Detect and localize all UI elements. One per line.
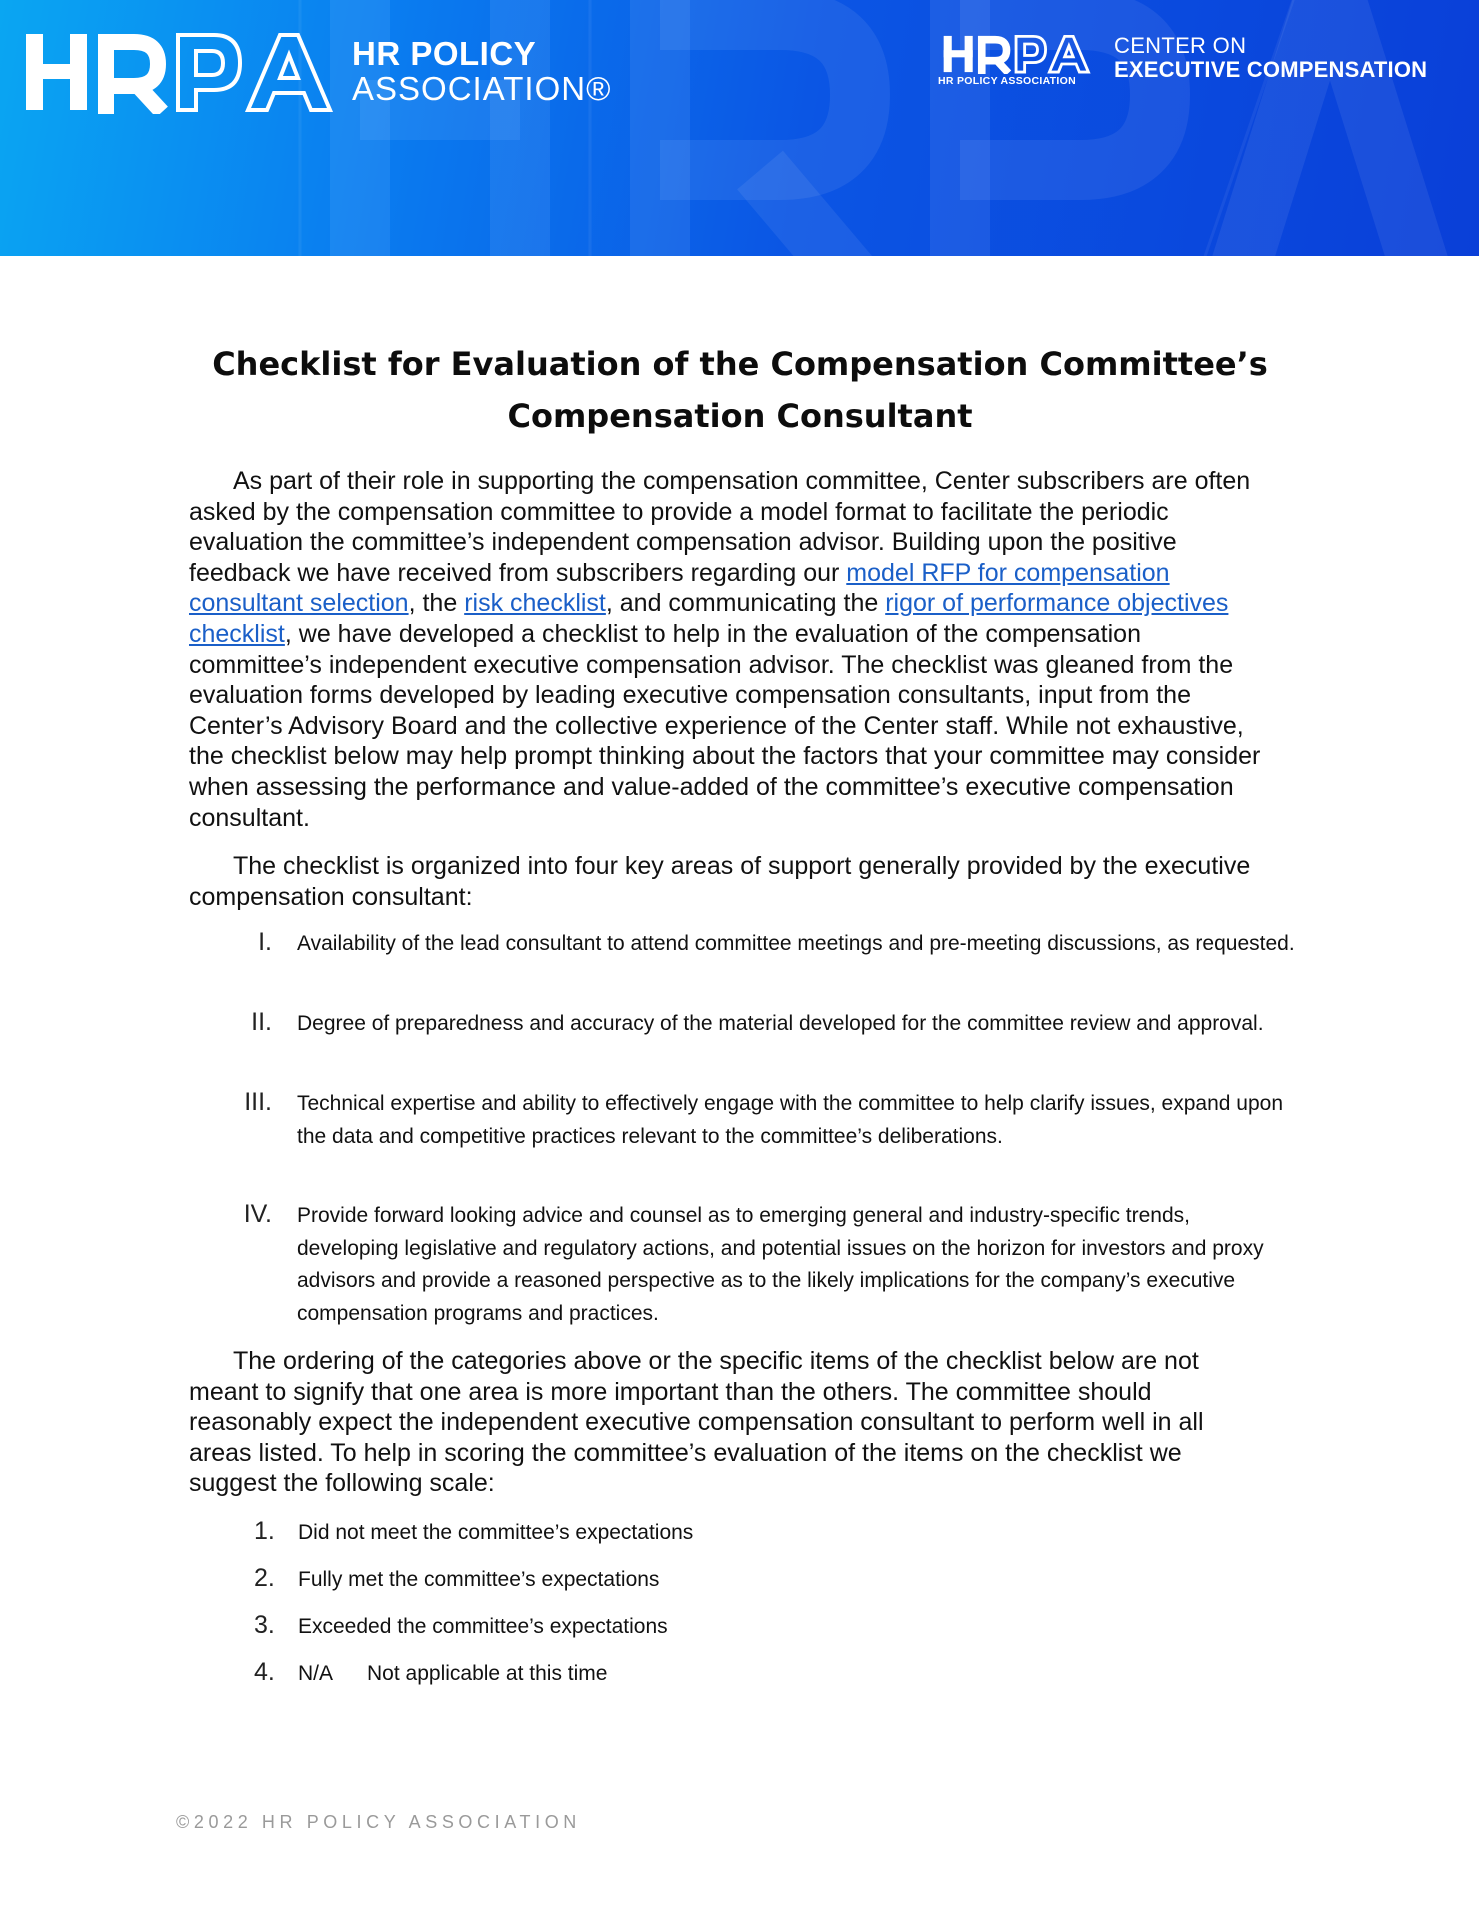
intro-text-4: , we have developed a checklist to help in the evaluation of the compensation committee’s independent executive compensation advisor. The checklist was gleaned from the evaluation forms developed by leading executive compensation consultants, input from the Center’s Advisory Board and the collective experience of the Center staff. While not exhaustive, the checklist below may help prompt thinking about the factors that your committee may consider when assessing the performance and value-added of the committee’s executive compensation consultant. xyxy=(189,619,1261,832)
header-banner xyxy=(0,0,1479,256)
list-item-number: IV. xyxy=(243,1200,272,1228)
scale-text: Did not meet the committee’s expectations xyxy=(298,1521,694,1544)
list-item-number: III. xyxy=(244,1088,272,1116)
risk-checklist-link[interactable]: risk checklist xyxy=(464,589,606,618)
scale-number: 2. xyxy=(254,1564,275,1592)
scale-number: 3. xyxy=(254,1611,275,1639)
center-name-line2: EXECUTIVE COMPENSATION xyxy=(1114,57,1428,83)
hrpa-brand xyxy=(26,30,611,114)
title-line2: Compensation Consultant xyxy=(507,397,973,435)
scale-number: 1. xyxy=(254,1517,275,1545)
center-brand xyxy=(938,34,1427,87)
copyright-footer: ©2022 HR POLICY ASSOCIATION xyxy=(176,1812,581,1832)
document-title xyxy=(120,338,1360,442)
list-item-number: I. xyxy=(258,928,272,956)
scale-number: 4. xyxy=(254,1658,275,1686)
scale-description: Not applicable at this time xyxy=(367,1662,608,1685)
title-line1: Checklist for Evaluation of the Compensation Committee’s xyxy=(212,345,1268,383)
center-logo-caption: HR POLICY ASSOCIATION xyxy=(938,75,1076,87)
list-item-text: Technical expertise and ability to effectively engage with the committee to help clarify issues, expand upon the data and competitive practices relevant to the committee’s deliberations. xyxy=(297,1092,1284,1148)
scale-code: N/A xyxy=(298,1662,334,1685)
hrpa-small-logo-icon xyxy=(938,34,1096,74)
areas-intro-paragraph xyxy=(189,851,1269,912)
org-name xyxy=(352,37,611,106)
center-name xyxy=(1114,34,1427,82)
intro-text-2: , the xyxy=(408,589,465,618)
intro-text-1: As part of their role in supporting the compensation committee, Center subscribers are often asked by the compensation committee to provide a model format to facilitate the periodic evaluation the committee’s independent compensation advisor. Building upon the positive feedback we have received from subscribers regarding our xyxy=(189,467,1251,587)
hrpa-logo-icon xyxy=(26,30,334,114)
center-logo xyxy=(938,34,1096,87)
org-name-line2: ASSOCIATION® xyxy=(352,70,612,107)
areas-intro-text: The checklist is organized into four key areas of support generally provided by the executive compensation consultant: xyxy=(189,852,1251,911)
scale-text: Exceeded the committee’s expectations xyxy=(298,1615,668,1638)
center-name-line1: CENTER ON xyxy=(1114,33,1247,58)
intro-paragraph xyxy=(189,466,1269,833)
rigor-checklist-link[interactable]: rigor of performance objectives checklist xyxy=(189,589,1229,648)
scale-text: Fully met the committee’s expectations xyxy=(298,1568,660,1591)
scale-text xyxy=(298,1659,607,1689)
list-item-text: Availability of the lead consultant to attend committee meetings and pre-meeting discussions, as requested. xyxy=(297,932,1295,955)
ordering-text: The ordering of the categories above or the specific items of the checklist below are not meant to signify that one area is more important than the others. The committee should reasonably expect the independent executive compensation consultant to perform well in all areas listed. To help in scoring the committee’s evaluation of the items on the checklist we suggest the following scale: xyxy=(189,1347,1204,1498)
model-rfp-link[interactable]: model RFP for compensation consultant selection xyxy=(189,558,1170,618)
list-item-number: II. xyxy=(251,1008,272,1036)
intro-text-3: , and communicating the xyxy=(605,589,886,618)
hrpa-logo xyxy=(26,30,334,114)
list-item-text: Degree of preparedness and accuracy of the material developed for the committee review and approval. xyxy=(297,1012,1264,1035)
org-name-line1: HR POLICY xyxy=(352,35,537,73)
list-item-text: Provide forward looking advice and counsel as to emerging general and industry-specific trends, developing legislative and regulatory actions, and potential issues on the horizon for investors and proxy advisors and provide a reasoned perspective as to the likely implications for the company’s executive compensation programs and practices. xyxy=(297,1204,1264,1325)
ordering-paragraph xyxy=(189,1346,1269,1499)
